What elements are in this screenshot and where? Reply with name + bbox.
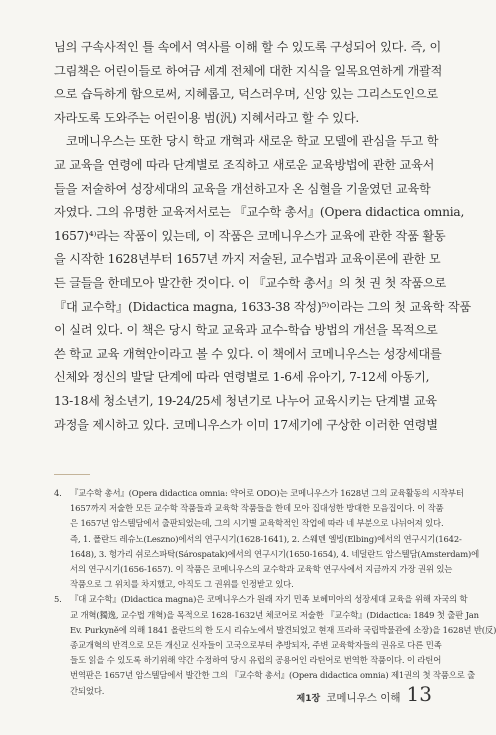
footnote-divider [54, 474, 90, 475]
footnote-line: 번역판은 1657년 암스텔담에서 발간한 그의 『교수학 총서』(Opera didactica omnia) 제1권의 첫 작품으로 출 [70, 670, 476, 681]
footnote-line: 1657까지 저술한 모든 교수학 작품들과 교육학 작품들을 한데 모아 집대성한 방대한 모음집이다. 이 작품 [70, 503, 444, 514]
footnote-line: 간되었다. [70, 685, 105, 696]
text-line: 1657)⁴⁾라는 작품이 있는데, 이 작품은 코메니우스가 교육에 관한 작품 활동 [54, 228, 446, 243]
text-line: 자라도록 도와주는 어린이용 범(汎) 지혜서라고 할 수 있다. [54, 110, 360, 125]
footnote-number: 4. [54, 488, 62, 498]
text-line: 코메니우스는 또한 당시 학교 개혁과 새로운 학교 모델에 관심을 두고 학 [66, 134, 439, 149]
page-number: 13 [406, 682, 432, 706]
footnote-line: 즉, 1. 폴란드 레슈노(Leszno)에서의 연구시기(1628-1641), 2. 스웨덴 엘빙(Elbing)에서의 연구시기(1642- [70, 533, 462, 544]
text-line: 자였다. 그의 유명한 교육저서로는 『교수학 총서』(Opera didactica omnia, [54, 205, 465, 220]
body-text [54, 36, 472, 437]
footnotes [54, 486, 496, 699]
text-line: 든 글들을 한데모아 발간한 것이다. 이 『교수학 총서』의 첫 권 첫 작품으로 [54, 275, 447, 290]
footnote-line: 들도 읽을 수 있도록 하기위해 약간 수정하여 당시 유럽의 공용어인 라틴어로 번역한 작품이다. 이 라틴어 [70, 655, 442, 666]
text-line: 신체와 정신의 발달 단계에 따라 연령별로 1-6세 유아기, 7-12세 아동기, [54, 370, 430, 385]
text-line: 교 교육을 연령에 따라 단계별로 조직하고 새로운 교육방법에 관한 교육서 [54, 157, 435, 172]
text-line: 과정을 제시하고 있다. 코메니우스가 이미 17세기에 구상한 이러한 연령별 [54, 417, 438, 432]
footnote-line: 서의 연구시기(1656-1657). 이 작품은 코메니우스의 교수학과 교육학 연구사에서 지금까지 가장 권위 있는 [70, 564, 453, 575]
footnote-4 [54, 486, 480, 592]
footnote-line: 『교수학 총서』(Opera didactica omnia: 약어로 ODO)는 코메니우스가 1628년 그의 교육활동의 시작부터 [70, 488, 464, 498]
footnote-line: Ev. Purkyně에 의해 1841 올란드의 한 도시 리슈노에서 발견되었고 현재 프라하 국립박물관에 소장)을 1628년 반(反) [70, 624, 496, 635]
text-line: 이 실려 있다. 이 책은 당시 학교 교육과 교수-학습 방법의 개선을 목적으로 [54, 323, 438, 338]
footnote-line: 은 1657년 암스텔담에서 출판되었는데, 그의 시기별 교육학적인 작업에 따라 네 부분으로 나뉘어져 있다. [70, 518, 444, 529]
footnote-line: 종교개혁의 반격으로 모든 개신교 신자들이 고국으로부터 추방되자, 주변 교육학자들의 권유로 다른 민족 [70, 640, 442, 651]
footnote-line: 작품으로 그 위치를 차지했고, 아직도 그 권위를 인정받고 있다. [70, 579, 294, 590]
footnote-line: 『대 교수학』(Didactica magna)은 코메니우스가 원래 자기 민족 보헤미아의 성장세대 교육을 위해 자국의 학 [70, 594, 468, 605]
text-line: 님의 구속사적인 틀 속에서 역사를 이해 할 수 있도록 구성되어 있다. 즉, 이 [54, 40, 442, 54]
footnote-line: 1648), 3. 헝가리 쉬로스파탁(Sárospatak)에서의 연구시기(1650-1654), 4. 네덜란드 암스텔담(Amsterdam)에 [70, 548, 480, 559]
chapter-label: 제1장 [296, 694, 321, 704]
text-line: 을 시작한 1628년부터 1657년 까지 저술된, 교수법과 교육이론에 관한 모 [54, 252, 441, 267]
running-title: 코메니우스 이해 [326, 692, 401, 704]
text-line: 13-18세 청소년기, 19-24/25세 청년기로 나누어 교육시키는 단계별 교육 [54, 393, 437, 408]
footnote-line: 교 개혁(獨逸, 교수법 개혁)을 목적으로 1628-1632년 체코어로 저술한 『교수학』(Didactica: 1849 첫 출판 Jan [70, 609, 479, 620]
text-line: 『대 교수학』(Didactica magna, 1633-38 작성)⁵⁾이라는 그의 첫 교육학 작품 [54, 299, 472, 314]
page-footer [297, 682, 432, 706]
paragraph-1 [54, 36, 443, 130]
text-line: 쓴 학교 교육 개혁안이라고 볼 수 있다. 이 책에서 코메니우스는 성장세대를 [54, 346, 442, 361]
text-line: 들을 저술하여 성장세대의 교육을 개선하고자 온 심혈을 기울였던 교육학 [54, 181, 431, 196]
footnote-number: 5. [54, 594, 62, 605]
paragraph-2 [54, 130, 472, 437]
text-line: 그림책은 어린이들로 하여금 세계 전체에 대한 지식을 일목요연하게 개괄적 [54, 63, 443, 78]
text-line: 으로 습득하게 함으로써, 지혜롭고, 덕스러우며, 신앙 있는 그리스도인으로 [54, 87, 438, 102]
